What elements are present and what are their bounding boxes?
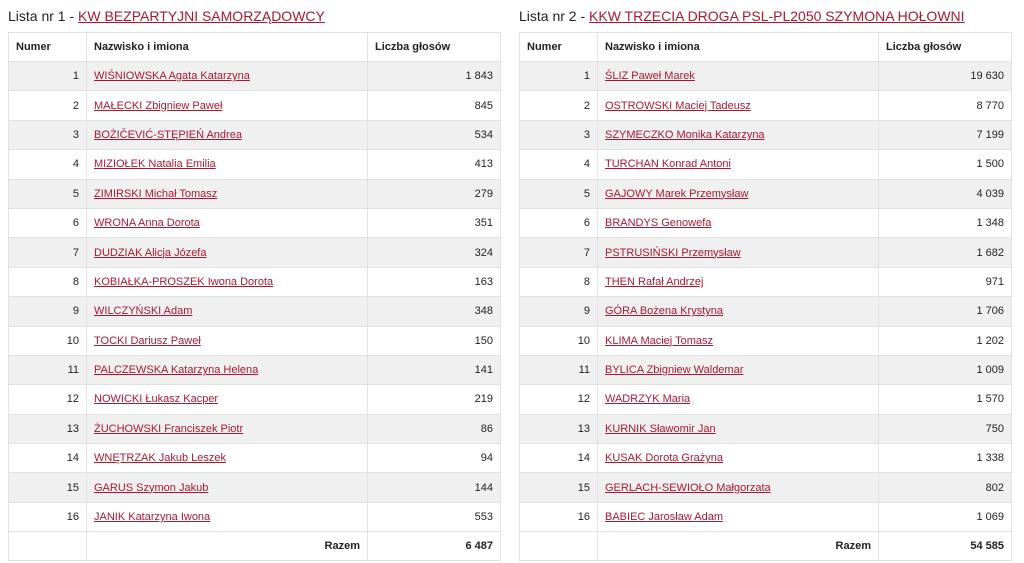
candidate-name-cell bbox=[87, 150, 368, 179]
candidate-name-cell bbox=[598, 385, 879, 414]
candidate-votes: 4 039 bbox=[879, 179, 1012, 208]
table-header-row bbox=[520, 33, 1012, 62]
list-heading bbox=[519, 0, 1011, 32]
candidate-votes: 144 bbox=[368, 473, 501, 502]
list-panel-1 bbox=[8, 0, 500, 561]
candidate-number: 11 bbox=[520, 355, 598, 384]
candidate-name-link[interactable]: GÓRA Bożena Krystyna bbox=[605, 305, 723, 318]
candidate-number: 14 bbox=[520, 444, 598, 473]
column-header-number: Numer bbox=[9, 33, 87, 62]
table-header-row bbox=[9, 33, 501, 62]
candidate-number: 2 bbox=[9, 91, 87, 120]
table-row bbox=[520, 473, 1012, 502]
candidates-table-body bbox=[9, 62, 501, 532]
candidate-name-cell bbox=[598, 444, 879, 473]
candidate-name-cell bbox=[87, 414, 368, 443]
table-row bbox=[9, 502, 501, 531]
candidate-number: 4 bbox=[520, 150, 598, 179]
candidate-name-link[interactable]: ZIMIRSKI Michał Tomasz bbox=[94, 187, 218, 200]
candidate-name-link[interactable]: PALCZEWSKA Katarzyna Helena bbox=[94, 364, 259, 377]
candidate-name-link[interactable]: OSTROWSKI Maciej Tadeusz bbox=[605, 99, 751, 112]
list-heading bbox=[8, 0, 500, 32]
table-row bbox=[9, 444, 501, 473]
candidate-name-link[interactable]: GARUS Szymon Jakub bbox=[94, 481, 209, 494]
candidate-name-cell bbox=[87, 208, 368, 237]
table-row bbox=[9, 326, 501, 355]
candidate-number: 13 bbox=[520, 414, 598, 443]
candidate-number: 8 bbox=[9, 267, 87, 296]
candidate-name-cell bbox=[87, 297, 368, 326]
candidate-votes: 1 570 bbox=[879, 385, 1012, 414]
table-row bbox=[9, 208, 501, 237]
table-row bbox=[9, 91, 501, 120]
candidate-number: 8 bbox=[520, 267, 598, 296]
candidate-number: 3 bbox=[520, 120, 598, 149]
candidate-name-cell bbox=[87, 62, 368, 91]
column-header-number: Numer bbox=[520, 33, 598, 62]
candidate-name-link[interactable]: DUDZIAK Alicja Józefa bbox=[94, 246, 207, 259]
candidate-name-link[interactable]: MIZIOŁEK Natalia Emilia bbox=[94, 158, 216, 171]
candidate-votes: 7 199 bbox=[879, 120, 1012, 149]
table-row bbox=[520, 326, 1012, 355]
candidate-votes: 1 682 bbox=[879, 238, 1012, 267]
table-row bbox=[9, 62, 501, 91]
candidate-name-cell bbox=[598, 179, 879, 208]
candidates-table bbox=[8, 32, 501, 561]
table-row bbox=[9, 297, 501, 326]
candidate-votes: 1 069 bbox=[879, 502, 1012, 531]
candidate-votes: 8 770 bbox=[879, 91, 1012, 120]
table-row bbox=[520, 502, 1012, 531]
candidate-name-link[interactable]: WIŚNIOWSKA Agata Katarzyna bbox=[94, 70, 250, 83]
table-row bbox=[520, 414, 1012, 443]
candidate-number: 7 bbox=[520, 238, 598, 267]
candidate-votes: 141 bbox=[368, 355, 501, 384]
table-row bbox=[520, 179, 1012, 208]
candidate-number: 5 bbox=[520, 179, 598, 208]
candidate-votes: 845 bbox=[368, 91, 501, 120]
candidate-name-cell bbox=[87, 91, 368, 120]
candidate-name-link[interactable]: SZYMECZKO Monika Katarzyna bbox=[605, 128, 765, 141]
list-number-label: Lista nr 2 - bbox=[519, 8, 590, 24]
table-row bbox=[9, 238, 501, 267]
candidate-votes: 1 202 bbox=[879, 326, 1012, 355]
candidate-name-link[interactable]: PSTRUSIŃSKI Przemysław bbox=[605, 246, 741, 259]
total-row bbox=[9, 532, 501, 561]
candidate-number: 10 bbox=[9, 326, 87, 355]
candidate-number: 1 bbox=[520, 62, 598, 91]
table-row bbox=[9, 150, 501, 179]
table-row bbox=[520, 297, 1012, 326]
candidate-name-cell bbox=[87, 385, 368, 414]
candidate-number: 15 bbox=[520, 473, 598, 502]
candidate-name-link[interactable]: BYLICA Zbigniew Waldemar bbox=[605, 364, 744, 377]
total-empty-cell bbox=[520, 532, 598, 561]
candidate-votes: 219 bbox=[368, 385, 501, 414]
candidate-votes: 163 bbox=[368, 267, 501, 296]
candidate-votes: 94 bbox=[368, 444, 501, 473]
candidate-name-link[interactable]: ŻUCHOWSKI Franciszek Piotr bbox=[94, 422, 244, 435]
column-header-votes: Liczba głosów bbox=[368, 33, 501, 62]
table-row bbox=[9, 473, 501, 502]
table-row bbox=[520, 444, 1012, 473]
table-row bbox=[9, 120, 501, 149]
candidate-votes: 1 706 bbox=[879, 297, 1012, 326]
candidate-name-link[interactable]: TOCKI Dariusz Paweł bbox=[94, 334, 201, 347]
candidate-number: 2 bbox=[520, 91, 598, 120]
candidate-number: 16 bbox=[520, 502, 598, 531]
candidate-name-cell bbox=[87, 444, 368, 473]
committee-link[interactable]: KKW TRZECIA DROGA PSL-PL2050 SZYMONA HOŁOWNI bbox=[589, 8, 965, 24]
candidate-votes: 1 500 bbox=[879, 150, 1012, 179]
candidate-number: 9 bbox=[520, 297, 598, 326]
table-row bbox=[9, 385, 501, 414]
candidate-name-cell bbox=[87, 238, 368, 267]
candidate-votes: 86 bbox=[368, 414, 501, 443]
candidate-number: 11 bbox=[9, 355, 87, 384]
candidate-votes: 348 bbox=[368, 297, 501, 326]
candidate-votes: 1 843 bbox=[368, 62, 501, 91]
total-label: Razem bbox=[87, 532, 368, 561]
candidate-name-cell bbox=[87, 120, 368, 149]
candidate-name-cell bbox=[598, 355, 879, 384]
candidate-name-cell bbox=[598, 150, 879, 179]
candidate-name-cell bbox=[87, 267, 368, 296]
candidate-votes: 971 bbox=[879, 267, 1012, 296]
candidate-name-link[interactable]: GAJOWY Marek Przemysław bbox=[605, 187, 749, 200]
table-row bbox=[520, 120, 1012, 149]
candidate-number: 3 bbox=[9, 120, 87, 149]
candidate-name-cell bbox=[598, 62, 879, 91]
candidate-name-cell bbox=[598, 91, 879, 120]
total-votes: 54 585 bbox=[879, 532, 1012, 561]
table-row bbox=[520, 62, 1012, 91]
table-row bbox=[9, 414, 501, 443]
column-header-name: Nazwisko i imiona bbox=[598, 33, 879, 62]
candidate-name-link[interactable]: WRONA Anna Dorota bbox=[94, 217, 200, 230]
candidate-name-cell bbox=[87, 473, 368, 502]
table-row bbox=[520, 91, 1012, 120]
table-row bbox=[9, 179, 501, 208]
candidate-name-link[interactable]: BABIEC Jarosław Adam bbox=[605, 511, 723, 524]
candidate-name-link[interactable]: TURCHAN Konrad Antoni bbox=[605, 158, 731, 171]
candidate-votes: 19 630 bbox=[879, 62, 1012, 91]
candidate-number: 12 bbox=[9, 385, 87, 414]
list-number-label: Lista nr 1 - bbox=[8, 8, 79, 24]
candidate-name-cell bbox=[87, 355, 368, 384]
table-row bbox=[520, 385, 1012, 414]
candidate-votes: 750 bbox=[879, 414, 1012, 443]
candidate-name-link[interactable]: ŚLIZ Paweł Marek bbox=[605, 70, 695, 83]
candidate-number: 10 bbox=[520, 326, 598, 355]
candidate-name-link[interactable]: MAŁECKI Zbigniew Paweł bbox=[94, 99, 223, 112]
candidate-votes: 413 bbox=[368, 150, 501, 179]
candidate-name-cell bbox=[598, 414, 879, 443]
candidate-number: 14 bbox=[9, 444, 87, 473]
table-row bbox=[9, 267, 501, 296]
candidate-name-link[interactable]: JANIK Katarzyna Iwona bbox=[94, 511, 211, 524]
candidates-table-body bbox=[520, 62, 1012, 532]
table-row bbox=[520, 208, 1012, 237]
candidate-number: 16 bbox=[9, 502, 87, 531]
candidate-number: 5 bbox=[9, 179, 87, 208]
candidate-number: 9 bbox=[9, 297, 87, 326]
table-row bbox=[9, 355, 501, 384]
candidate-name-link[interactable]: KOBIAŁKA-PROSZEK Iwona Dorota bbox=[94, 275, 274, 288]
table-row bbox=[520, 150, 1012, 179]
candidate-votes: 1 348 bbox=[879, 208, 1012, 237]
candidate-name-cell bbox=[87, 502, 368, 531]
candidate-votes: 351 bbox=[368, 208, 501, 237]
candidate-votes: 534 bbox=[368, 120, 501, 149]
total-votes: 6 487 bbox=[368, 532, 501, 561]
list-panel-2 bbox=[519, 0, 1011, 561]
candidate-number: 7 bbox=[9, 238, 87, 267]
candidate-number: 1 bbox=[9, 62, 87, 91]
candidate-number: 13 bbox=[9, 414, 87, 443]
candidate-name-cell bbox=[598, 473, 879, 502]
candidate-number: 6 bbox=[9, 208, 87, 237]
column-header-name: Nazwisko i imiona bbox=[87, 33, 368, 62]
candidate-votes: 324 bbox=[368, 238, 501, 267]
candidate-name-link[interactable]: BRANDYS Genowefa bbox=[605, 217, 712, 230]
candidate-name-cell bbox=[87, 326, 368, 355]
candidate-votes: 802 bbox=[879, 473, 1012, 502]
candidate-votes: 1 338 bbox=[879, 444, 1012, 473]
candidate-name-link[interactable]: GERLACH-SEWIOŁO Małgorzata bbox=[605, 481, 771, 494]
candidate-number: 6 bbox=[520, 208, 598, 237]
candidate-name-cell bbox=[598, 267, 879, 296]
candidate-votes: 553 bbox=[368, 502, 501, 531]
candidate-number: 15 bbox=[9, 473, 87, 502]
candidate-name-link[interactable]: WNĘTRZAK Jakub Leszek bbox=[94, 452, 227, 465]
table-row bbox=[520, 267, 1012, 296]
candidate-name-link[interactable]: WILCZYŃSKI Adam bbox=[94, 305, 193, 318]
candidate-votes: 279 bbox=[368, 179, 501, 208]
candidate-name-link[interactable]: BOŻIČEVIĆ-STĘPIEŃ Andrea bbox=[94, 128, 242, 141]
committee-link[interactable]: KW BEZPARTYJNI SAMORZĄDOWCY bbox=[78, 8, 325, 24]
candidate-name-cell bbox=[598, 238, 879, 267]
table-row bbox=[520, 355, 1012, 384]
candidate-name-cell bbox=[598, 297, 879, 326]
table-row bbox=[520, 238, 1012, 267]
candidate-name-cell bbox=[598, 208, 879, 237]
candidate-name-link[interactable]: THEN Rafał Andrzej bbox=[605, 275, 704, 288]
total-row bbox=[520, 532, 1012, 561]
candidate-votes: 150 bbox=[368, 326, 501, 355]
total-empty-cell bbox=[9, 532, 87, 561]
candidate-name-cell bbox=[598, 120, 879, 149]
candidate-number: 12 bbox=[520, 385, 598, 414]
candidates-table bbox=[519, 32, 1012, 561]
candidate-name-link[interactable]: WADRZYK Maria bbox=[605, 393, 691, 406]
candidate-name-cell bbox=[598, 326, 879, 355]
column-header-votes: Liczba głosów bbox=[879, 33, 1012, 62]
candidate-votes: 1 009 bbox=[879, 355, 1012, 384]
candidate-name-cell bbox=[598, 502, 879, 531]
candidate-name-link[interactable]: NOWICKI Łukasz Kacper bbox=[94, 393, 219, 406]
candidate-number: 4 bbox=[9, 150, 87, 179]
total-label: Razem bbox=[598, 532, 879, 561]
candidate-name-cell bbox=[87, 179, 368, 208]
candidate-name-link[interactable]: KLIMA Maciej Tomasz bbox=[605, 334, 714, 347]
candidate-name-link[interactable]: KUSAK Dorota Grażyna bbox=[605, 452, 723, 465]
candidate-name-link[interactable]: KURNIK Sławomir Jan bbox=[605, 422, 716, 435]
